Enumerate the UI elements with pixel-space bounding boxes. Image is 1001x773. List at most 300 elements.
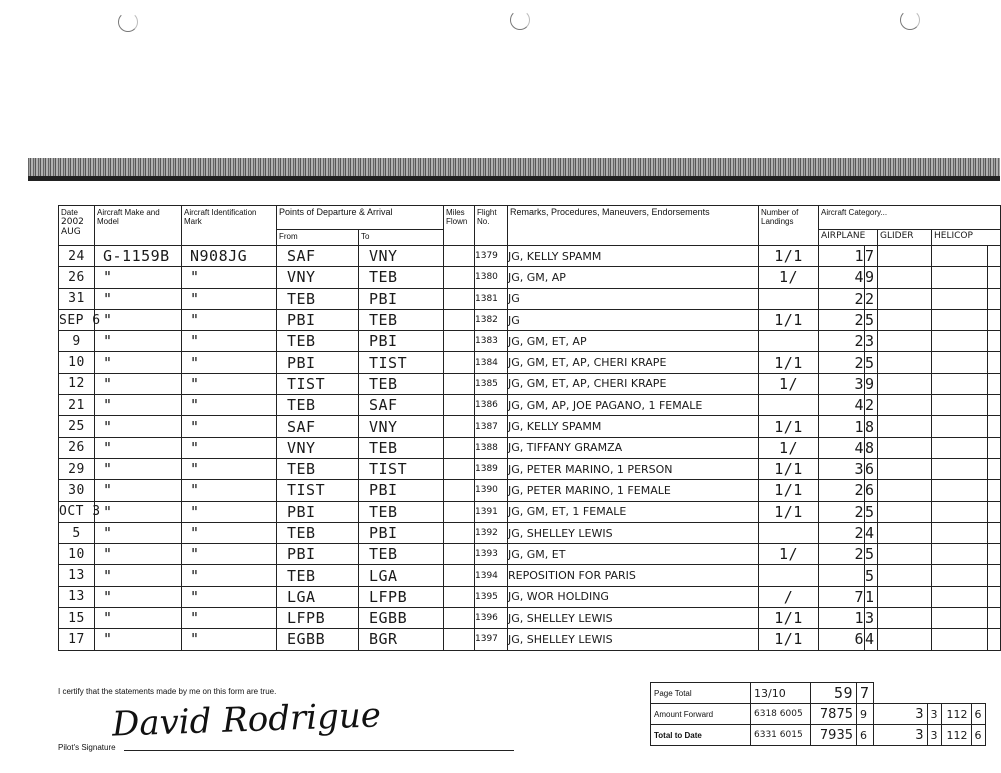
entry-from: TEB	[277, 565, 359, 586]
entry-aircraft-model: "	[95, 544, 182, 565]
entry-tenths: 8	[865, 437, 878, 458]
entry-helo	[932, 544, 988, 565]
logbook-table	[58, 205, 1001, 651]
entry-flight-no: 1388	[475, 437, 508, 458]
entry-remarks: JG	[508, 288, 759, 309]
entry-helo	[932, 608, 988, 629]
entry-to: PBI	[359, 331, 444, 352]
entry-landings	[759, 395, 819, 416]
entry-landings	[759, 331, 819, 352]
cat-helicopter-header: HELICOP	[932, 230, 1001, 246]
entry-date: 13	[59, 586, 95, 607]
entry-date: 24	[59, 246, 95, 267]
entry-from: PBI	[277, 544, 359, 565]
entry-date: 21	[59, 395, 95, 416]
entry-glider	[878, 352, 932, 373]
entry-glider	[878, 565, 932, 586]
entry-hours: 2	[819, 352, 865, 373]
entry-remarks: JG, GM, ET, AP, CHERI KRAPE	[508, 373, 759, 394]
entry-flight-no: 1393	[475, 544, 508, 565]
entry-miles	[444, 309, 475, 330]
entry-remarks: JG, SHELLEY LEWIS	[508, 522, 759, 543]
table-row	[59, 331, 1001, 352]
punch-hole-center	[510, 10, 530, 30]
entry-landings: 1/1	[759, 608, 819, 629]
entry-date: 15	[59, 608, 95, 629]
page-total-tenths: 7	[857, 683, 874, 704]
entry-date: 10	[59, 352, 95, 373]
entry-helo	[932, 309, 988, 330]
entry-miles	[444, 522, 475, 543]
entry-helo	[932, 416, 988, 437]
entry-helo-tenths	[988, 458, 1001, 479]
entry-glider	[878, 246, 932, 267]
entry-flight-no: 1385	[475, 373, 508, 394]
amount-forward-tenths: 9	[857, 704, 874, 725]
entry-helo	[932, 501, 988, 522]
page-total-landings: 13/10	[751, 683, 811, 704]
entry-tenths: 7	[865, 246, 878, 267]
punch-hole-left	[118, 12, 138, 32]
amount-forward-glider-tenths: 3	[927, 704, 941, 725]
scan-edge-rule	[28, 176, 1000, 181]
entry-glider	[878, 480, 932, 501]
entry-remarks: JG, GM, ET, 1 FEMALE	[508, 501, 759, 522]
entry-helo	[932, 395, 988, 416]
entry-ident-mark: "	[182, 395, 277, 416]
entry-hours: 2	[819, 288, 865, 309]
entry-aircraft-model: "	[95, 331, 182, 352]
category-header: Aircraft Category...	[819, 206, 1001, 230]
entry-landings: 1/1	[759, 629, 819, 650]
entry-glider	[878, 458, 932, 479]
entry-landings: 1/	[759, 267, 819, 288]
entry-flight-no: 1390	[475, 480, 508, 501]
entry-helo	[932, 480, 988, 501]
totals-table	[650, 682, 986, 746]
entry-tenths: 8	[865, 416, 878, 437]
table-row	[59, 416, 1001, 437]
entry-remarks: REPOSITION FOR PARIS	[508, 565, 759, 586]
entry-helo	[932, 437, 988, 458]
entry-glider	[878, 309, 932, 330]
entry-remarks: JG, PETER MARINO, 1 FEMALE	[508, 480, 759, 501]
entry-glider	[878, 522, 932, 543]
entry-hours: 4	[819, 395, 865, 416]
entry-ident-mark: N908JG	[182, 246, 277, 267]
entry-tenths: 5	[865, 501, 878, 522]
entry-ident-mark: "	[182, 288, 277, 309]
entry-hours: 2	[819, 480, 865, 501]
entry-from: TEB	[277, 288, 359, 309]
entry-glider	[878, 331, 932, 352]
entry-glider	[878, 544, 932, 565]
entry-date: 30	[59, 480, 95, 501]
entry-glider	[878, 437, 932, 458]
entry-aircraft-model: "	[95, 309, 182, 330]
entry-landings: 1/1	[759, 309, 819, 330]
entry-landings: /	[759, 586, 819, 607]
entry-miles	[444, 480, 475, 501]
entry-helo	[932, 352, 988, 373]
entry-tenths: 9	[865, 267, 878, 288]
entry-remarks: JG, KELLY SPAMM	[508, 246, 759, 267]
pilot-signature: David Rodrigue	[111, 695, 382, 745]
entry-remarks: JG	[508, 309, 759, 330]
entry-remarks: JG, PETER MARINO, 1 PERSON	[508, 458, 759, 479]
entry-tenths: 4	[865, 629, 878, 650]
entry-tenths: 2	[865, 288, 878, 309]
entry-date: 12	[59, 373, 95, 394]
entry-flight-no: 1392	[475, 522, 508, 543]
entry-to: TEB	[359, 544, 444, 565]
amount-forward-landings: 6318 6005	[751, 704, 811, 725]
table-row	[59, 267, 1001, 288]
entry-date: 31	[59, 288, 95, 309]
log-entries	[59, 246, 1001, 651]
entry-date: 13	[59, 565, 95, 586]
entry-helo-tenths	[988, 608, 1001, 629]
page-total-label: Page Total	[651, 683, 751, 704]
entry-ident-mark: "	[182, 522, 277, 543]
entry-ident-mark: "	[182, 458, 277, 479]
entry-to: VNY	[359, 416, 444, 437]
date-header: Date 2002 AUG	[59, 206, 95, 246]
entry-from: VNY	[277, 437, 359, 458]
entry-aircraft-model: "	[95, 416, 182, 437]
entry-flight-no: 1384	[475, 352, 508, 373]
entry-aircraft-model: "	[95, 352, 182, 373]
entry-to: BGR	[359, 629, 444, 650]
entry-from: TEB	[277, 395, 359, 416]
entry-helo-tenths	[988, 246, 1001, 267]
entry-helo	[932, 331, 988, 352]
amount-forward-helo: 112	[941, 704, 971, 725]
entry-to: PBI	[359, 480, 444, 501]
total-glider: 3	[873, 725, 927, 746]
total-tenths: 6	[857, 725, 874, 746]
entry-glider	[878, 586, 932, 607]
entry-aircraft-model: "	[95, 437, 182, 458]
entry-ident-mark: "	[182, 416, 277, 437]
entry-miles	[444, 565, 475, 586]
entry-helo-tenths	[988, 288, 1001, 309]
total-hours: 7935	[811, 725, 857, 746]
entry-remarks: JG, SHELLEY LEWIS	[508, 608, 759, 629]
entry-hours	[819, 565, 865, 586]
entry-hours: 4	[819, 437, 865, 458]
entry-hours: 2	[819, 544, 865, 565]
entry-remarks: JG, WOR HOLDING	[508, 586, 759, 607]
entry-aircraft-model: "	[95, 501, 182, 522]
amount-forward-hours: 7875	[811, 704, 857, 725]
entry-hours: 3	[819, 458, 865, 479]
entry-ident-mark: "	[182, 373, 277, 394]
to-header: To	[359, 230, 444, 246]
amount-forward-label: Amount Forward	[651, 704, 751, 725]
entry-to: EGBB	[359, 608, 444, 629]
table-row	[59, 522, 1001, 543]
cat-airplane-header: AIRPLANE	[819, 230, 878, 246]
signature-line	[124, 750, 514, 751]
entry-aircraft-model: "	[95, 522, 182, 543]
entry-helo-tenths	[988, 437, 1001, 458]
entry-ident-mark: "	[182, 309, 277, 330]
entry-to: TEB	[359, 373, 444, 394]
table-row	[59, 501, 1001, 522]
landings-header: Number of Landings	[759, 206, 819, 246]
entry-from: VNY	[277, 267, 359, 288]
entry-flight-no: 1391	[475, 501, 508, 522]
entry-miles	[444, 416, 475, 437]
entry-landings: 1/1	[759, 480, 819, 501]
entry-to: TEB	[359, 267, 444, 288]
entry-date: OCT 3	[59, 501, 95, 522]
entry-date: 25	[59, 416, 95, 437]
entry-date: 10	[59, 544, 95, 565]
entry-helo-tenths	[988, 395, 1001, 416]
entry-landings	[759, 565, 819, 586]
entry-aircraft-model: "	[95, 608, 182, 629]
entry-aircraft-model: "	[95, 586, 182, 607]
entry-helo	[932, 267, 988, 288]
entry-flight-no: 1395	[475, 586, 508, 607]
entry-from: PBI	[277, 309, 359, 330]
entry-flight-no: 1396	[475, 608, 508, 629]
entry-ident-mark: "	[182, 267, 277, 288]
entry-to: TIST	[359, 352, 444, 373]
entry-helo-tenths	[988, 565, 1001, 586]
entry-helo	[932, 586, 988, 607]
entry-landings: 1/	[759, 544, 819, 565]
total-helo-tenths: 6	[971, 725, 985, 746]
entry-helo	[932, 458, 988, 479]
entry-from: TIST	[277, 480, 359, 501]
entry-from: EGBB	[277, 629, 359, 650]
entry-flight-no: 1383	[475, 331, 508, 352]
entry-tenths: 4	[865, 522, 878, 543]
entry-flight-no: 1389	[475, 458, 508, 479]
entry-flight-no: 1387	[475, 416, 508, 437]
entry-remarks: JG, GM, ET	[508, 544, 759, 565]
entry-hours: 3	[819, 373, 865, 394]
entry-from: SAF	[277, 246, 359, 267]
entry-miles	[444, 352, 475, 373]
total-glider-tenths: 3	[927, 725, 941, 746]
entry-hours: 2	[819, 331, 865, 352]
entry-helo	[932, 288, 988, 309]
table-row	[59, 544, 1001, 565]
entry-flight-no: 1386	[475, 395, 508, 416]
entry-landings: 1/1	[759, 458, 819, 479]
table-row	[59, 309, 1001, 330]
entry-landings: 1/1	[759, 246, 819, 267]
entry-remarks: JG, KELLY SPAMM	[508, 416, 759, 437]
entry-to: LGA	[359, 565, 444, 586]
entry-aircraft-model: "	[95, 288, 182, 309]
table-row	[59, 395, 1001, 416]
entry-from: TEB	[277, 331, 359, 352]
entry-ident-mark: "	[182, 565, 277, 586]
entry-hours: 7	[819, 586, 865, 607]
entry-ident-mark: "	[182, 586, 277, 607]
entry-to: LFPB	[359, 586, 444, 607]
from-header: From	[277, 230, 359, 246]
entry-landings: 1/	[759, 373, 819, 394]
entry-glider	[878, 416, 932, 437]
entry-remarks: JG, GM, ET, AP	[508, 331, 759, 352]
table-row	[59, 352, 1001, 373]
table-row	[59, 458, 1001, 479]
entry-aircraft-model: "	[95, 480, 182, 501]
entry-hours: 2	[819, 309, 865, 330]
entry-flight-no: 1394	[475, 565, 508, 586]
entry-remarks: JG, TIFFANY GRAMZA	[508, 437, 759, 458]
table-row	[59, 373, 1001, 394]
entry-miles	[444, 373, 475, 394]
entry-from: LGA	[277, 586, 359, 607]
entry-from: TIST	[277, 373, 359, 394]
entry-flight-no: 1379	[475, 246, 508, 267]
entry-from: PBI	[277, 501, 359, 522]
table-row	[59, 246, 1001, 267]
entry-ident-mark: "	[182, 544, 277, 565]
amount-forward-helo-tenths: 6	[971, 704, 985, 725]
punch-hole-right	[900, 10, 920, 30]
entry-aircraft-model: "	[95, 458, 182, 479]
entry-miles	[444, 458, 475, 479]
amount-forward-glider: 3	[873, 704, 927, 725]
entry-glider	[878, 267, 932, 288]
table-row	[59, 480, 1001, 501]
amount-forward-row	[651, 704, 986, 725]
entry-helo	[932, 522, 988, 543]
entry-hours: 2	[819, 522, 865, 543]
entry-landings: 1/1	[759, 352, 819, 373]
entry-hours: 6	[819, 629, 865, 650]
entry-ident-mark: "	[182, 629, 277, 650]
entry-to: PBI	[359, 522, 444, 543]
entry-to: PBI	[359, 288, 444, 309]
entry-glider	[878, 395, 932, 416]
ident-header: Aircraft Identification Mark	[182, 206, 277, 246]
entry-tenths: 5	[865, 309, 878, 330]
entry-helo-tenths	[988, 373, 1001, 394]
entry-to: SAF	[359, 395, 444, 416]
entry-aircraft-model: "	[95, 395, 182, 416]
entry-date: 17	[59, 629, 95, 650]
entry-from: PBI	[277, 352, 359, 373]
entry-hours: 1	[819, 246, 865, 267]
page-total-hours: 59	[811, 683, 857, 704]
entry-to: TEB	[359, 309, 444, 330]
table-row	[59, 288, 1001, 309]
entry-to: TEB	[359, 437, 444, 458]
total-landings: 6331 6015	[751, 725, 811, 746]
entry-aircraft-model: "	[95, 373, 182, 394]
entry-date: 26	[59, 437, 95, 458]
entry-helo	[932, 629, 988, 650]
table-row	[59, 437, 1001, 458]
remarks-header: Remarks, Procedures, Maneuvers, Endorsements	[508, 206, 759, 246]
entry-tenths: 3	[865, 331, 878, 352]
entry-miles	[444, 395, 475, 416]
entry-date: 5	[59, 522, 95, 543]
entry-tenths: 9	[865, 373, 878, 394]
entry-helo-tenths	[988, 586, 1001, 607]
entry-tenths: 6	[865, 458, 878, 479]
entry-ident-mark: "	[182, 608, 277, 629]
entry-glider	[878, 373, 932, 394]
entry-flight-no: 1381	[475, 288, 508, 309]
entry-hours: 2	[819, 501, 865, 522]
entry-to: TIST	[359, 458, 444, 479]
entry-tenths: 6	[865, 480, 878, 501]
entry-helo-tenths	[988, 522, 1001, 543]
entry-aircraft-model: G-1159B	[95, 246, 182, 267]
miles-header: Miles Flown	[444, 206, 475, 246]
entry-landings: 1/	[759, 437, 819, 458]
entry-landings	[759, 522, 819, 543]
entry-aircraft-model: "	[95, 629, 182, 650]
entry-miles	[444, 629, 475, 650]
entry-ident-mark: "	[182, 480, 277, 501]
entry-glider	[878, 629, 932, 650]
entry-from: LFPB	[277, 608, 359, 629]
entry-from: TEB	[277, 522, 359, 543]
page-total-row	[651, 683, 986, 704]
entry-helo-tenths	[988, 544, 1001, 565]
entry-flight-no: 1382	[475, 309, 508, 330]
entry-landings: 1/1	[759, 416, 819, 437]
entry-remarks: JG, GM, AP	[508, 267, 759, 288]
entry-hours: 1	[819, 608, 865, 629]
entry-ident-mark: "	[182, 437, 277, 458]
entry-hours: 1	[819, 416, 865, 437]
entry-tenths: 3	[865, 608, 878, 629]
entry-miles	[444, 288, 475, 309]
entry-tenths: 2	[865, 395, 878, 416]
entry-miles	[444, 501, 475, 522]
entry-landings: 1/1	[759, 501, 819, 522]
table-row	[59, 629, 1001, 650]
entry-helo-tenths	[988, 629, 1001, 650]
entry-helo-tenths	[988, 480, 1001, 501]
entry-ident-mark: "	[182, 331, 277, 352]
entry-miles	[444, 608, 475, 629]
entry-flight-no: 1380	[475, 267, 508, 288]
entry-helo-tenths	[988, 501, 1001, 522]
flight-header: Flight No.	[475, 206, 508, 246]
entry-tenths: 5	[865, 352, 878, 373]
entry-helo-tenths	[988, 309, 1001, 330]
entry-miles	[444, 246, 475, 267]
entry-helo	[932, 373, 988, 394]
table-row	[59, 586, 1001, 607]
entry-date: 9	[59, 331, 95, 352]
entry-glider	[878, 501, 932, 522]
entry-helo-tenths	[988, 331, 1001, 352]
certification-text: I certify that the statements made by me on this form are true.	[58, 687, 277, 696]
entry-date: SEP 6	[59, 309, 95, 330]
entry-from: SAF	[277, 416, 359, 437]
entry-glider	[878, 608, 932, 629]
entry-helo-tenths	[988, 352, 1001, 373]
entry-to: TEB	[359, 501, 444, 522]
entry-tenths: 1	[865, 586, 878, 607]
entry-hours: 4	[819, 267, 865, 288]
cat-glider-header: GLIDER	[878, 230, 932, 246]
